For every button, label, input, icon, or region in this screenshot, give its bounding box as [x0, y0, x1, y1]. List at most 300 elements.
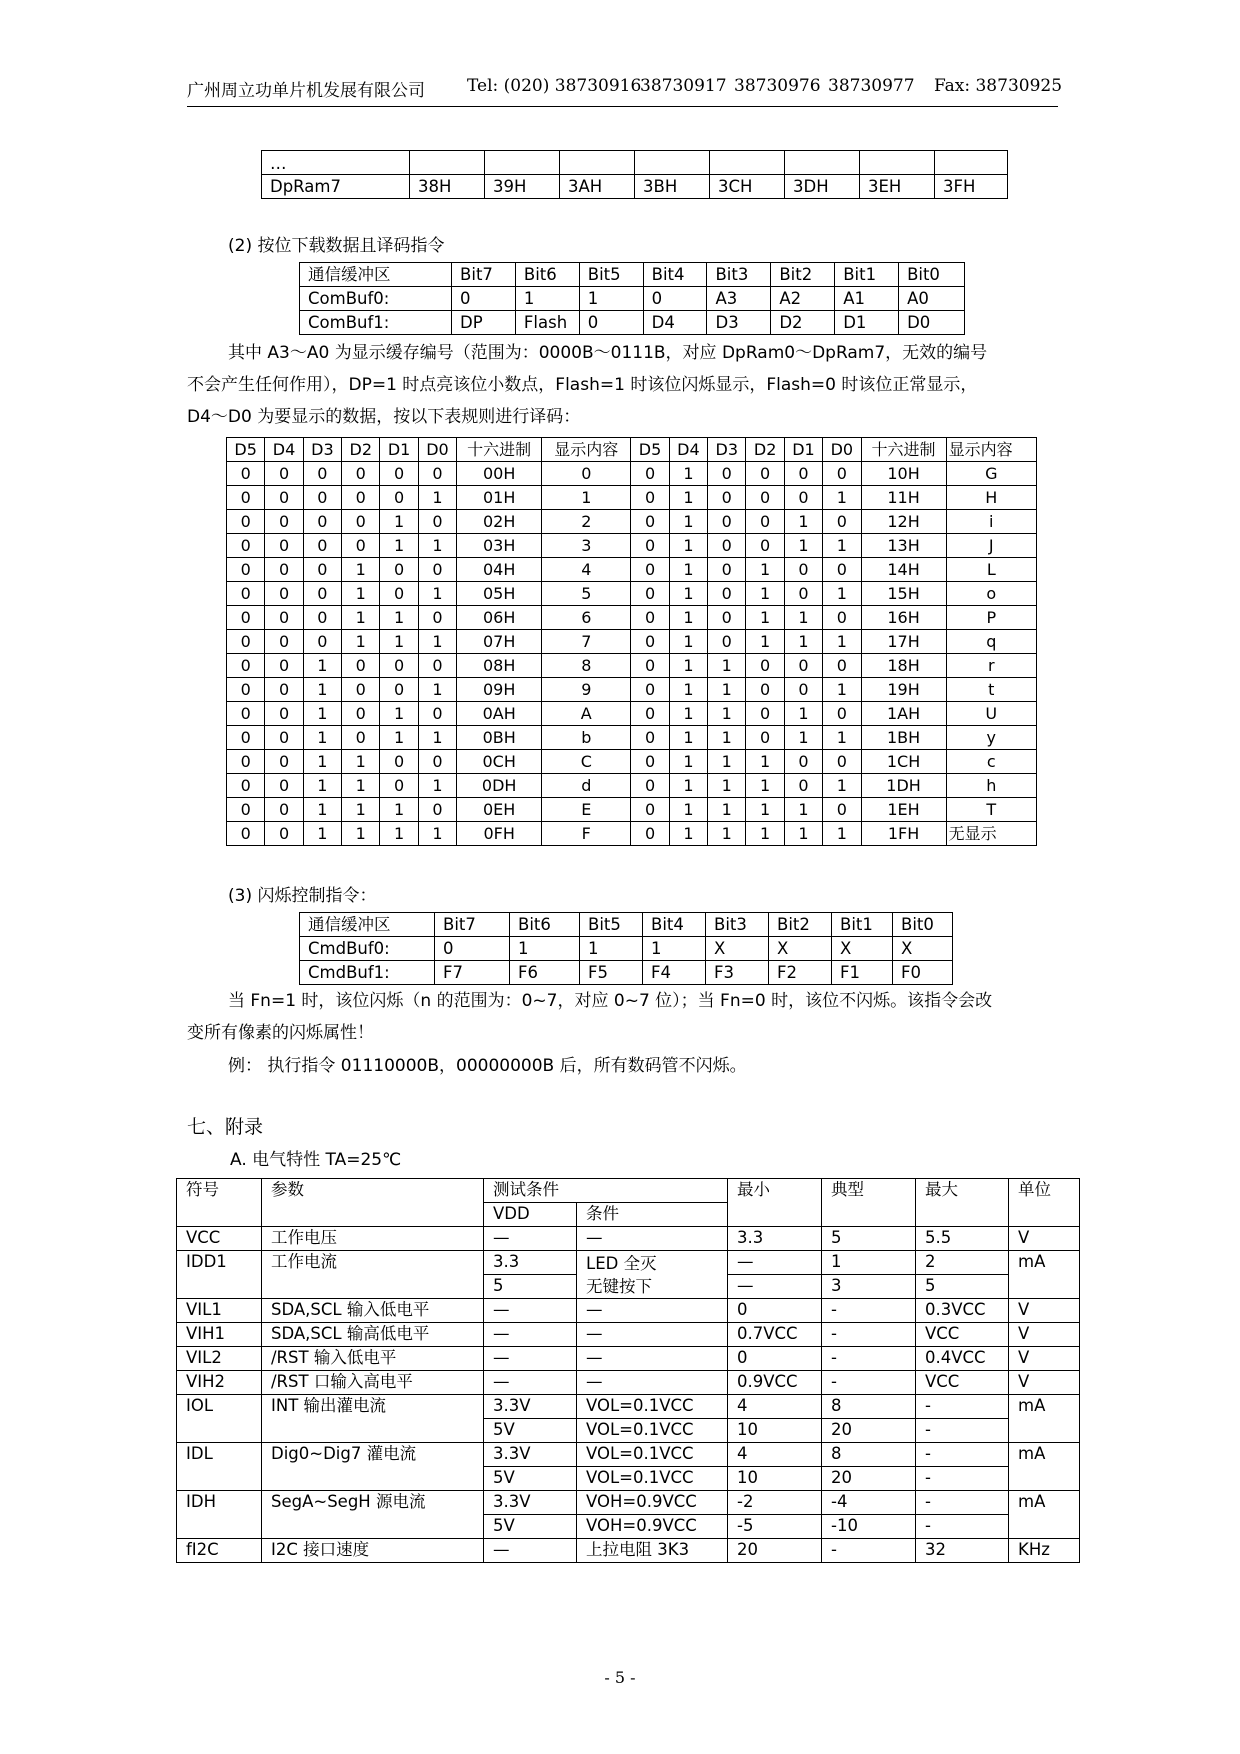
table-cell: 0: [342, 462, 380, 486]
table-cell: 5: [822, 1227, 916, 1251]
header-cell: D2: [746, 438, 784, 462]
table-cell: 1: [669, 606, 707, 630]
section-2-paragraph-2: 不会产生任何作用），DP=1 时点亮该位小数点，Flash=1 时该位闪烁显示，Flash=0 时该位正常显示，: [187, 375, 978, 395]
table-cell: —: [484, 1323, 577, 1347]
table-cell: 1: [784, 606, 822, 630]
table-cell: 8: [822, 1443, 916, 1467]
table-cell: VOL=0.1VCC: [577, 1419, 728, 1443]
table-cell: 1: [823, 486, 861, 510]
table-cell: 0: [265, 822, 303, 846]
table-cell: 0: [784, 558, 822, 582]
table-cell: X: [893, 937, 953, 961]
table-cell: 6: [542, 606, 631, 630]
header-cell: 十六进制: [861, 438, 946, 462]
table-cell: 0: [227, 462, 265, 486]
header-cell: D4: [265, 438, 303, 462]
header-cell: 最大: [916, 1179, 1009, 1227]
table-cell: 3: [542, 534, 631, 558]
table-cell: 3EH: [860, 175, 935, 199]
table-cell: 0: [631, 582, 669, 606]
download-command-table: [299, 262, 965, 335]
table-cell: H: [946, 486, 1036, 510]
table-cell: 0EH: [457, 798, 542, 822]
table-cell: 0: [708, 630, 746, 654]
table-cell: 1: [746, 582, 784, 606]
table-cell: VCC: [916, 1371, 1009, 1395]
table-cell: 工作电压: [262, 1227, 484, 1251]
header-cell: Bit5: [579, 263, 643, 287]
table-cell: 0: [265, 654, 303, 678]
table-cell: -: [916, 1467, 1009, 1491]
table-cell: 1: [669, 822, 707, 846]
table-cell: 0: [265, 798, 303, 822]
table-cell: 1: [669, 582, 707, 606]
table-cell: 1: [823, 678, 861, 702]
table-cell: 0: [746, 486, 784, 510]
section-3-paragraph-2: 变所有像素的闪烁属性！: [187, 1023, 374, 1043]
table-row: [227, 582, 1037, 606]
table-cell: D1: [835, 311, 899, 335]
table-cell: 1: [708, 750, 746, 774]
table-cell: 0: [631, 510, 669, 534]
header-cell: D0: [823, 438, 861, 462]
table-cell: 07H: [457, 630, 542, 654]
table-cell: 1: [823, 822, 861, 846]
appendix-subtitle: A. 电气特性 TA=25℃: [230, 1150, 402, 1170]
table-cell: 4: [542, 558, 631, 582]
table-cell: 1: [418, 726, 456, 750]
table-cell: 1: [669, 774, 707, 798]
table-cell: 0: [631, 726, 669, 750]
dpram-table: [261, 150, 1008, 199]
table-cell: KHz: [1009, 1539, 1080, 1563]
table-cell: 0: [227, 510, 265, 534]
table-cell: 0: [265, 606, 303, 630]
table-cell: 3.3: [484, 1251, 577, 1275]
table-cell: 0: [631, 630, 669, 654]
table-cell: 5V: [484, 1515, 577, 1539]
table-cell: 1: [380, 606, 418, 630]
table-cell: F5: [580, 961, 643, 985]
table-cell: 1: [746, 798, 784, 822]
table-cell: 00H: [457, 462, 542, 486]
table-cell: 05H: [457, 582, 542, 606]
header-cell: D1: [380, 438, 418, 462]
table-cell: 0: [823, 750, 861, 774]
table-cell: 1: [342, 558, 380, 582]
table-row: [177, 1443, 1080, 1467]
section-2-title: (2) 按位下载数据且译码指令: [228, 236, 445, 256]
table-cell: 08H: [457, 654, 542, 678]
tel-number: Tel: (020) 38730916: [467, 76, 642, 96]
table-cell: VIH2: [177, 1371, 262, 1395]
table-cell: 14H: [861, 558, 946, 582]
table-row: [227, 534, 1037, 558]
table-cell: —: [484, 1371, 577, 1395]
table-cell: -5: [728, 1515, 822, 1539]
table-cell: 1: [669, 798, 707, 822]
header-cell: 单位: [1009, 1179, 1080, 1227]
table-cell: 0: [708, 582, 746, 606]
table-cell: 1: [380, 822, 418, 846]
table-cell: c: [946, 750, 1036, 774]
table-cell: 1: [669, 630, 707, 654]
table-cell: 0: [631, 654, 669, 678]
table-cell: 1BH: [861, 726, 946, 750]
table-cell: 0AH: [457, 702, 542, 726]
table-cell: -: [822, 1299, 916, 1323]
table-cell: o: [946, 582, 1036, 606]
table-cell: -: [916, 1443, 1009, 1467]
table-cell: 0.7VCC: [728, 1323, 822, 1347]
table-cell: F4: [643, 961, 706, 985]
header-cell: 显示内容: [542, 438, 631, 462]
table-row: [227, 654, 1037, 678]
table-cell: 0: [631, 606, 669, 630]
table-row: [227, 822, 1037, 846]
header-cell: Bit3: [706, 913, 769, 937]
table-cell: 0: [708, 462, 746, 486]
table-cell: 0: [631, 822, 669, 846]
table-cell: 0: [746, 726, 784, 750]
table-cell: 1: [380, 630, 418, 654]
table-cell: 0: [227, 726, 265, 750]
table-cell: 0: [380, 486, 418, 510]
table-cell: SegA~SegH 源电流: [262, 1491, 484, 1539]
table-cell: 1: [342, 606, 380, 630]
table-cell: IOL: [177, 1395, 262, 1443]
table-cell: 06H: [457, 606, 542, 630]
table-cell: 0: [418, 654, 456, 678]
table-cell: 11H: [861, 486, 946, 510]
table-header-row: [300, 263, 965, 287]
header-cell: 符号: [177, 1179, 262, 1227]
table-row: [227, 558, 1037, 582]
table-cell: 0: [227, 630, 265, 654]
table-cell: 0: [784, 774, 822, 798]
table-cell: 1: [823, 582, 861, 606]
table-cell: 0: [265, 582, 303, 606]
flash-command-table: [299, 912, 953, 985]
table-cell: /RST 口输入高电平: [262, 1371, 484, 1395]
header-cell: Bit3: [707, 263, 771, 287]
table-row: [227, 486, 1037, 510]
table-cell: 0: [303, 462, 341, 486]
table-cell: 1: [418, 486, 456, 510]
table-cell: 0: [418, 510, 456, 534]
table-cell: 1AH: [861, 702, 946, 726]
table-cell: [577, 1251, 728, 1299]
header-cell: VDD: [484, 1203, 577, 1227]
table-cell: 5: [542, 582, 631, 606]
table-cell: F2: [769, 961, 832, 985]
table-cell: 0: [631, 750, 669, 774]
table-cell: 0: [746, 654, 784, 678]
table-cell: 0: [380, 654, 418, 678]
table-cell: F0: [893, 961, 953, 985]
table-cell: 工作电流: [262, 1251, 484, 1299]
table-cell: 无显示: [946, 822, 1036, 846]
table-cell: 1: [418, 774, 456, 798]
table-cell: 1: [669, 462, 707, 486]
table-cell: 12H: [861, 510, 946, 534]
table-cell: CmdBuf1:: [300, 961, 435, 985]
table-cell: 1: [380, 510, 418, 534]
table-cell: 16H: [861, 606, 946, 630]
table-cell: 0: [342, 654, 380, 678]
header-cell: Bit2: [771, 263, 835, 287]
table-cell: X: [769, 937, 832, 961]
table-cell: 1: [708, 774, 746, 798]
table-cell: 0: [784, 654, 822, 678]
table-cell: 0: [708, 486, 746, 510]
table-cell: 0: [823, 510, 861, 534]
table-cell: 1: [669, 510, 707, 534]
table-cell: 0: [342, 678, 380, 702]
table-cell: CmdBuf0:: [300, 937, 435, 961]
table-cell: 1: [418, 582, 456, 606]
table-cell: V: [1009, 1347, 1080, 1371]
table-cell: —: [484, 1539, 577, 1563]
table-cell: y: [946, 726, 1036, 750]
table-cell: 0: [227, 750, 265, 774]
table-cell: 0: [708, 558, 746, 582]
table-cell: 0: [784, 486, 822, 510]
table-cell: T: [946, 798, 1036, 822]
table-cell: 19H: [861, 678, 946, 702]
table-cell: VCC: [916, 1323, 1009, 1347]
table-cell: 1: [669, 534, 707, 558]
table-cell: VOH=0.9VCC: [577, 1515, 728, 1539]
table-cell: 0: [823, 558, 861, 582]
table-cell: 0: [380, 678, 418, 702]
table-cell: 1: [746, 822, 784, 846]
table-cell: 15H: [861, 582, 946, 606]
table-cell: 0: [342, 726, 380, 750]
table-cell: IDD1: [177, 1251, 262, 1299]
table-cell: F6: [510, 961, 580, 985]
table-cell: -2: [728, 1491, 822, 1515]
table-cell: 1: [303, 798, 341, 822]
table-cell: 3: [822, 1275, 916, 1299]
header-cell: Bit2: [769, 913, 832, 937]
table-cell: 0: [303, 510, 341, 534]
table-cell: 17H: [861, 630, 946, 654]
table-cell: A2: [771, 287, 835, 311]
table-cell: 0: [823, 606, 861, 630]
fax-number: Fax: 38730925: [934, 76, 1063, 96]
table-cell: 0: [265, 702, 303, 726]
table-cell: 1: [303, 726, 341, 750]
table-cell: 1: [669, 726, 707, 750]
table-cell: 0FH: [457, 822, 542, 846]
table-cell: mA: [1009, 1443, 1080, 1491]
table-cell: V: [1009, 1299, 1080, 1323]
table-cell: —: [577, 1299, 728, 1323]
table-cell: 1: [342, 774, 380, 798]
table-cell: —: [728, 1251, 822, 1275]
table-cell: 8: [542, 654, 631, 678]
table-cell: 0: [265, 726, 303, 750]
table-cell: 0: [265, 534, 303, 558]
table-cell: IDH: [177, 1491, 262, 1539]
table-cell: 上拉电阻 3K3: [577, 1539, 728, 1563]
table-cell: 0: [303, 606, 341, 630]
table-cell: 1: [303, 750, 341, 774]
table-row: [227, 462, 1037, 486]
table-cell: U: [946, 702, 1036, 726]
table-cell: -: [822, 1371, 916, 1395]
table-cell: 0: [227, 486, 265, 510]
table-cell: b: [542, 726, 631, 750]
table-cell: 0.9VCC: [728, 1371, 822, 1395]
table-cell: 0: [418, 462, 456, 486]
table-cell: 1: [784, 630, 822, 654]
table-cell: VOL=0.1VCC: [577, 1395, 728, 1419]
table-cell: 0: [342, 534, 380, 558]
table-cell: 1: [823, 774, 861, 798]
header-cell: D5: [631, 438, 669, 462]
table-cell: 2: [916, 1251, 1009, 1275]
table-cell: 0: [265, 774, 303, 798]
table-cell: 3CH: [710, 175, 785, 199]
table-cell: 1: [303, 822, 341, 846]
header-cell: D1: [784, 438, 822, 462]
table-cell: 13H: [861, 534, 946, 558]
table-row: [227, 798, 1037, 822]
table-cell: 9: [542, 678, 631, 702]
tel-number-4: 38730977: [828, 76, 915, 96]
table-cell: 0: [303, 486, 341, 510]
table-cell: X: [706, 937, 769, 961]
appendix-title: 七、附录: [187, 1116, 264, 1138]
table-cell: 1: [418, 678, 456, 702]
table-row: [227, 606, 1037, 630]
table-cell: 1: [515, 287, 579, 311]
table-row: [177, 1251, 1080, 1275]
table-cell: 10: [728, 1467, 822, 1491]
table-cell: 1EH: [861, 798, 946, 822]
table-cell: q: [946, 630, 1036, 654]
table-cell: 0: [227, 702, 265, 726]
header-cell: Bit0: [899, 263, 965, 287]
table-cell: 0: [823, 702, 861, 726]
table-cell: /RST 输入低电平: [262, 1347, 484, 1371]
table-cell: 0: [265, 750, 303, 774]
table-cell: 0.4VCC: [916, 1347, 1009, 1371]
table-row: [177, 1371, 1080, 1395]
header-cell: D2: [342, 438, 380, 462]
table-cell: 1: [342, 822, 380, 846]
table-cell: 0: [227, 774, 265, 798]
table-cell: 1: [823, 726, 861, 750]
table-cell: 0: [227, 558, 265, 582]
table-cell: 1: [669, 654, 707, 678]
table-cell: 20: [822, 1467, 916, 1491]
table-cell: 0: [643, 287, 707, 311]
table-cell: 1: [784, 534, 822, 558]
table-row: [227, 774, 1037, 798]
table-cell: 0: [631, 774, 669, 798]
header-cell: Bit1: [832, 913, 893, 937]
table-cell: E: [542, 798, 631, 822]
table-cell: 10H: [861, 462, 946, 486]
table-cell: 01H: [457, 486, 542, 510]
table-row: [227, 750, 1037, 774]
table-cell: 0: [303, 558, 341, 582]
table-cell: 1: [342, 582, 380, 606]
table-row: [262, 151, 1008, 175]
table-cell: 0: [746, 462, 784, 486]
header-cell: 最小: [728, 1179, 822, 1227]
header-cell: D5: [227, 438, 265, 462]
table-cell: 1: [303, 702, 341, 726]
header-cell: D3: [303, 438, 341, 462]
table-row: [177, 1347, 1080, 1371]
table-cell: 0: [631, 462, 669, 486]
table-cell: 1: [380, 798, 418, 822]
table-cell: 5.5: [916, 1227, 1009, 1251]
table-cell: —: [484, 1347, 577, 1371]
electrical-characteristics-table: [176, 1178, 1080, 1563]
table-cell: -: [822, 1539, 916, 1563]
table-cell: ComBuf1:: [300, 311, 452, 335]
table-cell: Dig0~Dig7 灌电流: [262, 1443, 484, 1491]
header-cell: Bit4: [643, 913, 706, 937]
table-cell: 38H: [410, 175, 485, 199]
header-cell: 显示内容: [946, 438, 1036, 462]
table-cell: ComBuf0:: [300, 287, 452, 311]
table-row: [227, 630, 1037, 654]
table-cell: SDA,SCL 输入低电平: [262, 1299, 484, 1323]
table-cell: 0: [303, 534, 341, 558]
table-cell: 1: [746, 606, 784, 630]
table-cell: fI2C: [177, 1539, 262, 1563]
table-cell: P: [946, 606, 1036, 630]
table-cell: 0: [265, 678, 303, 702]
table-cell: -10: [822, 1515, 916, 1539]
table-cell: 0: [746, 534, 784, 558]
table-cell: 1: [342, 630, 380, 654]
table-cell: 1: [823, 630, 861, 654]
table-row: [177, 1299, 1080, 1323]
table-cell: 5: [916, 1275, 1009, 1299]
table-cell: 0: [728, 1347, 822, 1371]
header-cell: D0: [418, 438, 456, 462]
table-cell: X: [832, 937, 893, 961]
table-row: [227, 510, 1037, 534]
table-cell: —: [577, 1227, 728, 1251]
table-cell: 3AH: [560, 175, 635, 199]
table-row: [177, 1227, 1080, 1251]
header-cell: D4: [669, 438, 707, 462]
table-cell: 1: [579, 287, 643, 311]
table-cell: Flash: [515, 311, 579, 335]
table-cell: V: [1009, 1371, 1080, 1395]
table-cell: 1: [746, 630, 784, 654]
table-cell: F3: [706, 961, 769, 985]
table-cell: 0: [823, 798, 861, 822]
table-cell: VIL1: [177, 1299, 262, 1323]
table-cell: J: [946, 534, 1036, 558]
table-cell: 20: [728, 1539, 822, 1563]
table-cell: —: [484, 1227, 577, 1251]
table-cell: 1: [784, 822, 822, 846]
table-cell: 0: [631, 558, 669, 582]
header-cell: Bit5: [580, 913, 643, 937]
table-cell: —: [577, 1371, 728, 1395]
table-cell: D0: [899, 311, 965, 335]
